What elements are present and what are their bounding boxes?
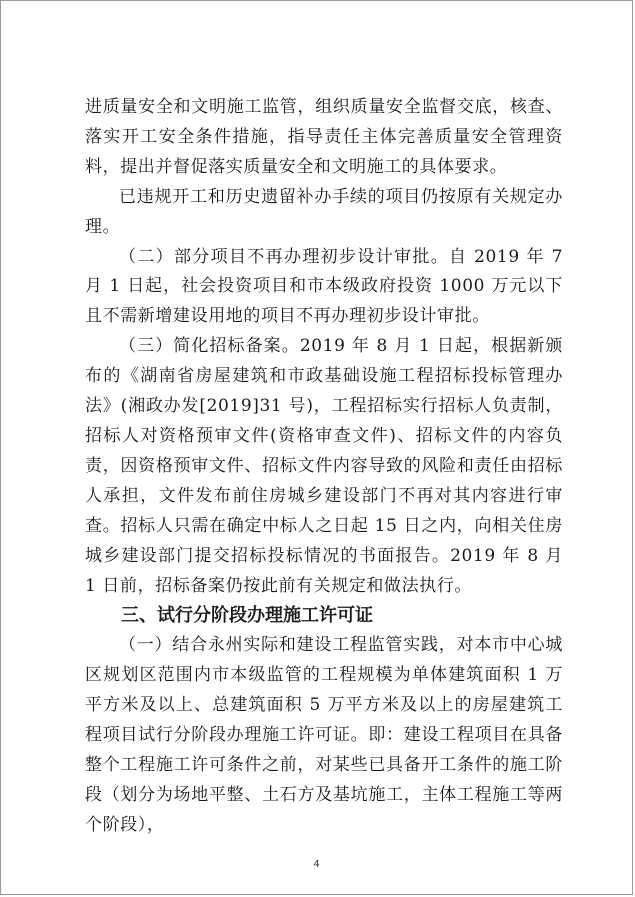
paragraph-continued: 进质量安全和文明施工监管，组织质量安全监督交底，核查、落实开工安全条件措施，指导责任主体完善质量安全管理资料，提出并督促落实质量安全和文明施工的具体要求。 — [85, 97, 563, 177]
paragraph-phased-permit: （一）结合永州实际和建设工程监管实践，对本市中心城区规划区范围内市本级监管的工程规模为单体建筑面积 1 万平方米及以上、总建筑面积 5 万平方米及以上的房屋建筑工程项目试行分阶段办理施工许可证。即：建设工程项目在具备整个工程施工许可条件之前，对某些已具备开工条件的施工阶段（划分为场地平整、土石方及基坑施工，主体工程施工等两个阶段）， — [85, 635, 563, 835]
paragraph-tender-filing: （三）简化招标备案。2019 年 8 月 1 日起，根据新颁布的《湖南省房屋建筑和市政基础设施工程招标投标管理办法》(湘政办发[2019]31 号)，工程招标实行招标人负责制，招标人对资格预审文件(资格审查文件)、招标文件的内容负责，因资格预审文件、招标文件内容导致的风险和责任由招标人承担，文件发布前住房城乡建设部门不再对其内容进行审查。招标人只需在确定中标人之日起 15 日之内，向相关住房城乡建设部门提交招标投标情况的书面报告。2019 年 8 月 1 日前，招标备案仍按此前有关规定和做法执行。 — [85, 336, 563, 596]
paragraph-legacy-projects: 已违规开工和历史遗留补办手续的项目仍按原有关规定办理。 — [85, 186, 563, 237]
page-number: 4 — [313, 859, 320, 870]
paragraph-preliminary-design: （二）部分项目不再办理初步设计审批。自 2019 年 7 月 1 日起，社会投资项目和市本级政府投资 1000 万元以下且不需新增建设用地的项目不再办理初步设计审批。 — [85, 246, 563, 327]
document-body — [85, 93, 563, 841]
section-heading: 三、试行分阶段办理施工许可证 — [121, 605, 373, 627]
